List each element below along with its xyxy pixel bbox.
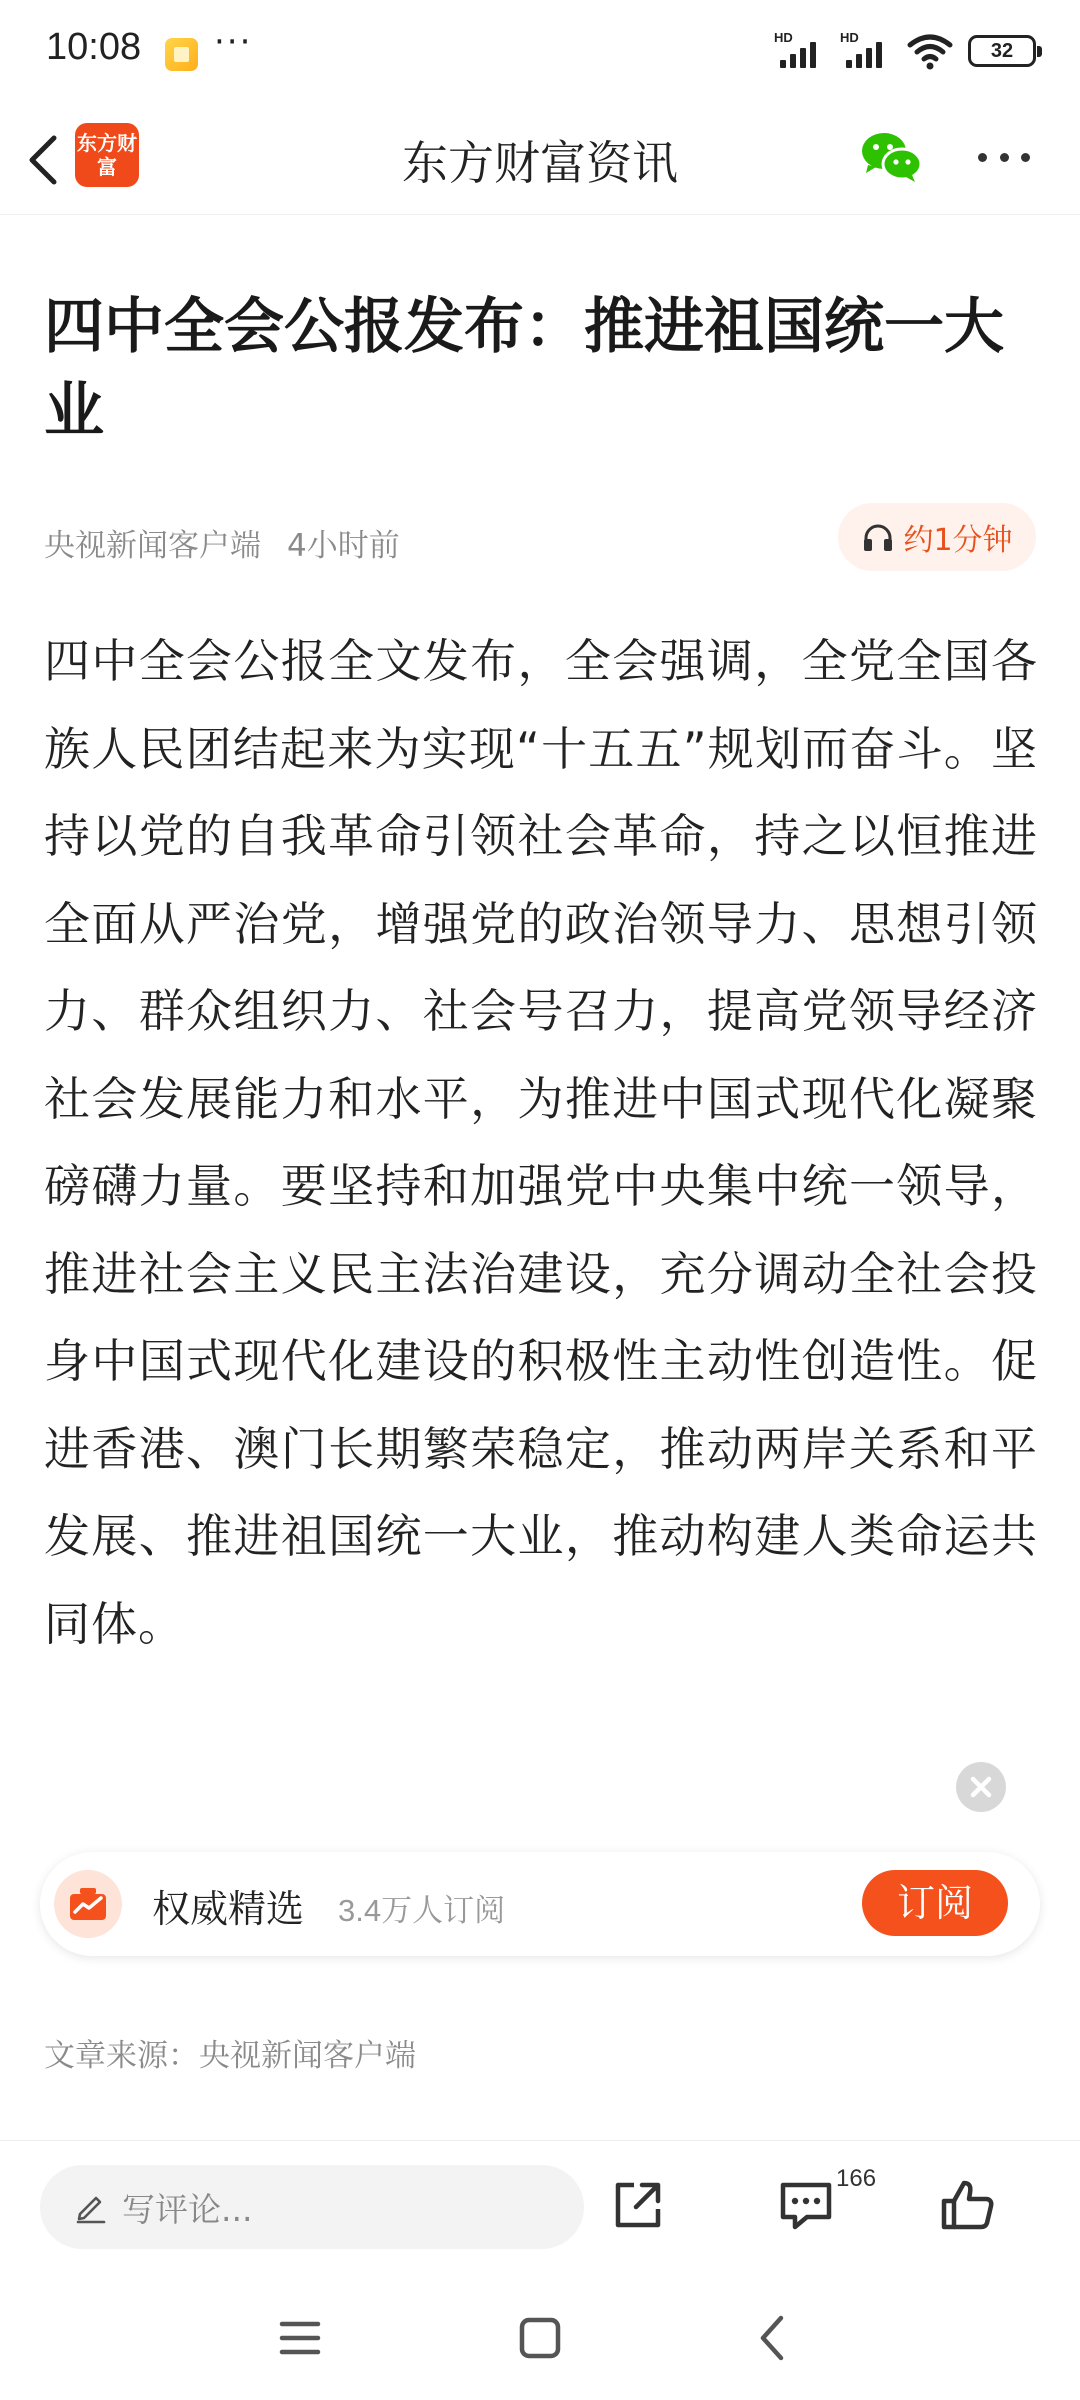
system-nav-bar — [0, 2272, 1080, 2400]
more-button[interactable] — [974, 137, 1034, 177]
system-back-button[interactable] — [740, 2306, 804, 2370]
status-indicators — [774, 30, 1036, 72]
chevron-left-icon — [757, 2314, 787, 2362]
article-meta — [44, 520, 400, 565]
top-nav-bar — [0, 105, 1080, 215]
listen-button[interactable] — [838, 503, 1036, 571]
share-button[interactable] — [608, 2175, 668, 2235]
status-time: 10:08 — [46, 26, 142, 68]
wifi-icon — [906, 31, 954, 71]
page-title: 东方财富资讯 — [402, 136, 678, 190]
subscribe-card[interactable] — [40, 1852, 1040, 1956]
notification-app-icon — [165, 38, 198, 71]
close-button[interactable] — [956, 1762, 1006, 1812]
subscriber-count: 3.4万人订阅 — [338, 1893, 506, 1928]
channel-avatar — [54, 1870, 122, 1938]
wechat-share-button[interactable] — [858, 127, 924, 187]
read-time-label: 约1分钟 — [903, 523, 1013, 558]
square-icon — [518, 2316, 562, 2360]
comment-count: 166 — [836, 2165, 877, 2192]
article-source[interactable]: 央视新闻客户端 — [44, 528, 261, 564]
comment-icon — [777, 2177, 835, 2233]
headphones-icon — [861, 521, 895, 553]
comment-placeholder: 写评论... — [122, 2189, 253, 2229]
home-button[interactable] — [508, 2306, 572, 2370]
like-button[interactable] — [938, 2175, 998, 2235]
app-logo[interactable]: 东方财富 — [75, 123, 139, 187]
article-title: 四中全会公报发布：推进祖国统一大业 — [44, 292, 1004, 446]
wechat-icon — [858, 127, 924, 187]
close-icon — [968, 1774, 994, 1800]
signal-icon: HD — [840, 30, 892, 72]
comment-input[interactable] — [40, 2165, 584, 2249]
pencil-icon — [74, 2190, 108, 2224]
bottom-action-bar — [0, 2140, 1080, 2270]
menu-icon — [278, 2318, 322, 2358]
trend-chart-icon — [68, 1886, 108, 1922]
battery-icon: 32 — [968, 35, 1036, 67]
article-source-line: 文章来源：央视新闻客户端 — [44, 2038, 416, 2074]
comments-button[interactable] — [776, 2175, 836, 2235]
status-more-indicator: ··· — [214, 22, 253, 62]
channel-name: 权威精选 — [152, 1887, 305, 1931]
status-bar — [0, 0, 1080, 105]
signal-icon: HD — [774, 30, 826, 72]
share-icon — [610, 2177, 666, 2233]
more-dots-icon — [978, 153, 987, 162]
article-time: 4小时前 — [287, 528, 400, 564]
thumbs-up-icon — [939, 2177, 997, 2233]
recent-apps-button[interactable] — [268, 2306, 332, 2370]
article-body: 四中全会公报全文发布，全会强调，全党全国各族人民团结起来为实现“十五五”规划而奋斗。坚持以党的自我革命引领社会革命，持之以恒推进全面从严治党，增强党的政治领导力、思想引领力、群众组织力、社会号召力，提高党领导经济社会发展能力和水平，为推进中国式现代化凝聚磅礴力量。要坚持和加强党中央集中统一领导，推进社会主义民主法治建设，充分调动全社会投身中国式现代化建设的积极性主动性创造性。促进香港、澳门长期繁荣稳定，推动两岸关系和平发展、推进祖国统一大业，推动构建人类命运共同体。 — [44, 634, 1038, 1651]
subscribe-button[interactable]: 订阅 — [862, 1870, 1008, 1936]
